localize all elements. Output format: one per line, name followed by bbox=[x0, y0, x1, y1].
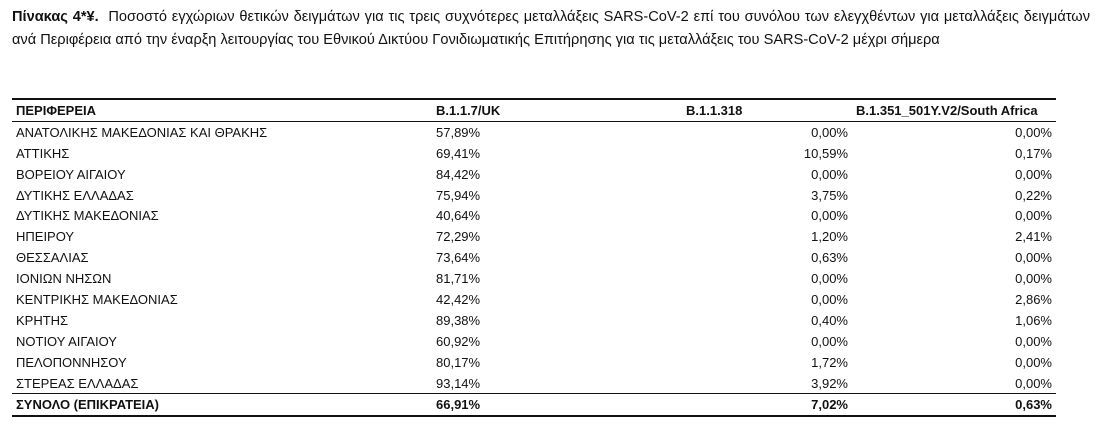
b11318-cell: 3,75% bbox=[811, 187, 848, 203]
table-row bbox=[12, 331, 1056, 352]
b11318-cell: 0,00% bbox=[811, 208, 848, 224]
table-caption bbox=[12, 6, 1090, 52]
table-row bbox=[12, 164, 1056, 185]
b11318-cell: 0,00% bbox=[811, 124, 848, 140]
b117-cell: 80,17% bbox=[436, 354, 481, 370]
b117-cell: 81,71% bbox=[436, 271, 481, 287]
b11318-cell: 0,63% bbox=[811, 250, 848, 266]
table-row bbox=[12, 143, 1056, 164]
region-cell: ΝΟΤΙΟΥ ΑΙΓΑΙΟΥ bbox=[16, 333, 117, 349]
header-region: ΠΕΡΙΦΕΡΕΙΑ bbox=[16, 102, 97, 118]
b117-cell: 84,42% bbox=[436, 166, 481, 182]
b11318-cell: 0,00% bbox=[811, 333, 848, 349]
region-cell: ΑΝΑΤΟΛΙΚΗΣ ΜΑΚΕΔΟΝΙΑΣ ΚΑΙ ΘΡΑΚΗΣ bbox=[16, 124, 268, 140]
region-cell: ΙΟΝΙΩΝ ΝΗΣΩΝ bbox=[16, 271, 112, 287]
region-cell: ΔΥΤΙΚΗΣ ΜΑΚΕΔΟΝΙΑΣ bbox=[16, 208, 159, 224]
header-b1351: B.1.351_501Y.V2/South Africa bbox=[856, 102, 1038, 118]
b11318-cell: 0,00% bbox=[811, 166, 848, 182]
b1351-cell: 2,86% bbox=[1015, 291, 1052, 307]
b11318-cell: 1,72% bbox=[811, 354, 848, 370]
table-caption-text: Ποσοστό εγχώριων θετικών δειγμάτων για τις τρεις συχνότερες μεταλλάξεις SARS-CoV-2 επί του συνόλου των ελεγχθέντων για μεταλλάξεις δειγμάτων ανά Περιφέρεια από την έναρξη λειτουργίας του Εθνικού Δικτύου Γονιδιωματικής Επιτήρησης για τις μεταλλάξεις του SARS-CoV-2 μέχρι σήμερα bbox=[12, 9, 1091, 48]
b1351-cell: 0,00% bbox=[1015, 375, 1052, 391]
header-b11318: B.1.1.318 bbox=[686, 102, 743, 118]
table-row bbox=[12, 205, 1056, 226]
total-b117: 66,91% bbox=[436, 397, 481, 413]
b11318-cell: 0,00% bbox=[811, 271, 848, 287]
total-b11318: 7,02% bbox=[811, 397, 848, 413]
b117-cell: 73,64% bbox=[436, 250, 481, 266]
b117-cell: 72,29% bbox=[436, 229, 481, 245]
region-cell: ΘΕΣΣΑΛΙΑΣ bbox=[16, 250, 89, 266]
region-cell: ΑΤΤΙΚΗΣ bbox=[16, 145, 70, 161]
region-cell: ΚΡΗΤΗΣ bbox=[16, 312, 69, 328]
table-row bbox=[12, 352, 1056, 373]
b11318-cell: 3,92% bbox=[811, 375, 848, 391]
b11318-cell: 1,20% bbox=[811, 229, 848, 245]
b1351-cell: 0,17% bbox=[1015, 145, 1052, 161]
table-row bbox=[12, 226, 1056, 247]
b117-cell: 89,38% bbox=[436, 312, 481, 328]
total-label: ΣΥΝΟΛΟ (ΕΠΙΚΡΑΤΕΙΑ) bbox=[16, 397, 160, 413]
b1351-cell: 0,00% bbox=[1015, 166, 1052, 182]
b1351-cell: 0,00% bbox=[1015, 354, 1052, 370]
b1351-cell: 0,00% bbox=[1015, 124, 1052, 140]
table-caption-label: Πίνακας 4*¥. bbox=[12, 9, 99, 25]
table-row bbox=[12, 373, 1056, 394]
region-cell: ΣΤΕΡΕΑΣ ΕΛΛΑΔΑΣ bbox=[16, 375, 139, 391]
b11318-cell: 10,59% bbox=[803, 145, 848, 161]
table-row bbox=[12, 121, 1056, 142]
b1351-cell: 0,00% bbox=[1015, 250, 1052, 266]
table-header-row bbox=[12, 99, 1056, 121]
region-cell: ΚΕΝΤΡΙΚΗΣ ΜΑΚΕΔΟΝΙΑΣ bbox=[16, 291, 178, 307]
table-total-row bbox=[12, 394, 1056, 416]
table-body bbox=[12, 121, 1056, 394]
total-b1351: 0,63% bbox=[1015, 397, 1052, 413]
b11318-cell: 0,40% bbox=[811, 312, 848, 328]
table-row bbox=[12, 185, 1056, 206]
b117-cell: 42,42% bbox=[436, 291, 481, 307]
b1351-cell: 0,00% bbox=[1015, 208, 1052, 224]
b117-cell: 60,92% bbox=[436, 333, 481, 349]
region-cell: ΠΕΛΟΠΟΝΝΗΣΟΥ bbox=[16, 354, 127, 370]
region-cell: ΔΥΤΙΚΗΣ ΕΛΛΑΔΑΣ bbox=[16, 187, 134, 203]
table-row bbox=[12, 289, 1056, 310]
table-row bbox=[12, 268, 1056, 289]
b117-cell: 40,64% bbox=[436, 208, 481, 224]
header-b117: B.1.1.7/UK bbox=[436, 102, 501, 118]
region-cell: ΗΠΕΙΡΟΥ bbox=[16, 229, 75, 245]
table-row bbox=[12, 247, 1056, 268]
b1351-cell: 0,00% bbox=[1015, 271, 1052, 287]
b1351-cell: 1,06% bbox=[1015, 312, 1052, 328]
b117-cell: 69,41% bbox=[436, 145, 481, 161]
table-row bbox=[12, 310, 1056, 331]
b117-cell: 75,94% bbox=[436, 187, 481, 203]
mutations-table bbox=[12, 98, 1056, 417]
b1351-cell: 0,22% bbox=[1015, 187, 1052, 203]
region-cell: ΒΟΡΕΙΟΥ ΑΙΓΑΙΟΥ bbox=[16, 166, 126, 182]
b1351-cell: 0,00% bbox=[1015, 333, 1052, 349]
b1351-cell: 2,41% bbox=[1015, 229, 1052, 245]
b11318-cell: 0,00% bbox=[811, 291, 848, 307]
b117-cell: 93,14% bbox=[436, 375, 481, 391]
b117-cell: 57,89% bbox=[436, 124, 481, 140]
